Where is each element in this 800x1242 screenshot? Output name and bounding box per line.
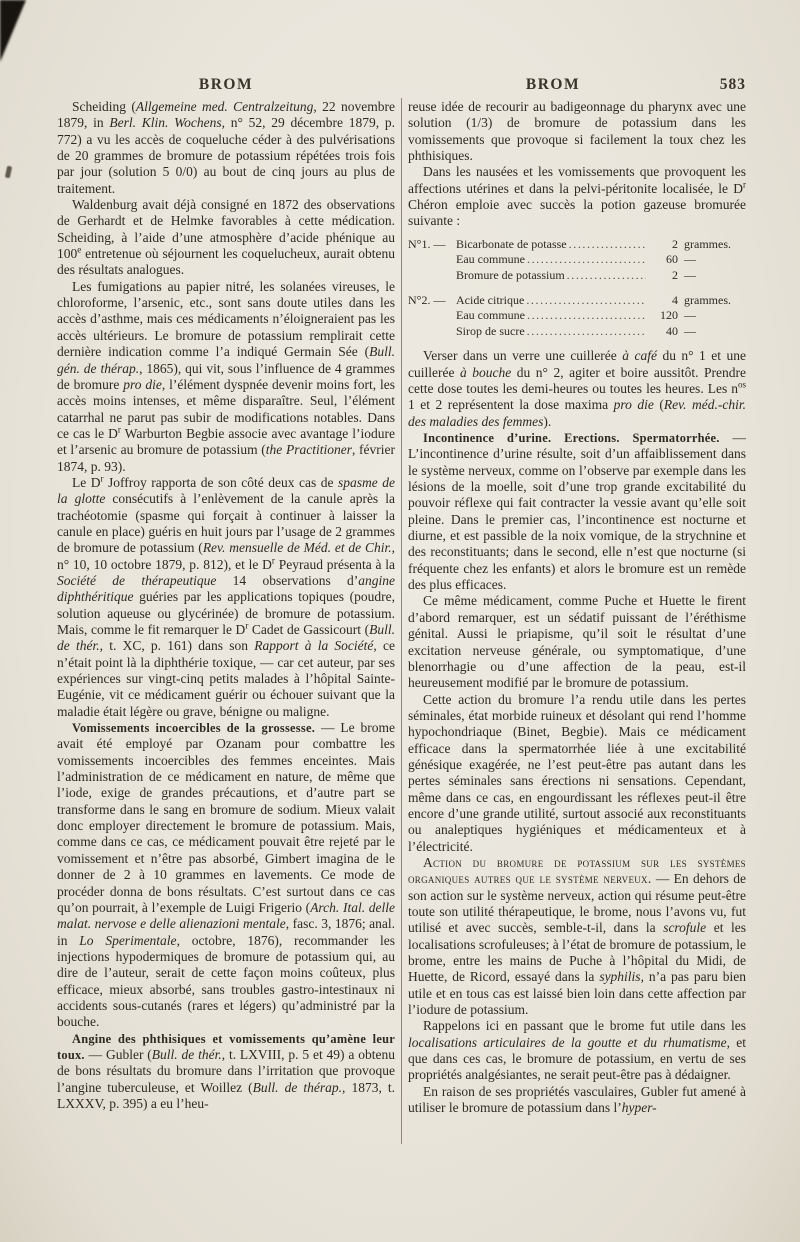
- text-segment: Waldenburg avait déjà consigné en 1872 des observations de Gerhardt et de Helmke favorables à cette médication. Scheiding, à l’aide d’une atmosphère d’acide phénique au 100: [57, 197, 395, 262]
- prescription-row: [408, 324, 746, 340]
- left-column: [57, 99, 395, 1112]
- ingredient-unit: grammes.: [684, 236, 731, 251]
- text-segment: Rev. méd.-chir. des maladies des femmes: [408, 397, 747, 429]
- paragraph: [57, 1031, 395, 1113]
- paragraph: [57, 279, 395, 475]
- text-segment: guéries par les applications topiques (poudre, solution aqueuse ou glycérinée) de bromure de potassium. Mais, comme le fit remarquer le D: [57, 589, 395, 637]
- text-segment: entretenue où séjournent les coquelucheux, aurait obtenu des résultats analogues.: [57, 246, 395, 278]
- prescription-formula: [408, 293, 746, 340]
- text-segment: Joffroy rapporta de son côté deux cas de: [103, 474, 338, 490]
- text-segment: , n’a pas paru bien utile et en tous cas est laissé bien loin dans cette affection par l’iodure de potassium.: [408, 969, 746, 1018]
- text-segment: Berl. Klin. Wochens: [109, 115, 222, 131]
- prescription-row: [408, 252, 746, 268]
- scan-edge-speck: [5, 166, 12, 179]
- formula-number: N°1. —: [408, 236, 446, 251]
- formula-number: [408, 308, 456, 324]
- text-segment: — En dehors de son action sur le système nerveux, action qui résume peut-être toute son utilité thérapeutique, le brome, nous l’avons vu, fut utilisé et avec succès, semble-t-il, dans la: [408, 871, 746, 936]
- text-segment: e: [77, 244, 82, 255]
- text-segment: , 1873, t. LXXXV, p. 395) a eu l’heu-: [57, 1079, 395, 1111]
- text-segment: Arch. Ital. delle malat. nervose e delle alienazioni mentale: [57, 899, 395, 932]
- text-segment: du n° 1 et une cuillerée: [408, 348, 746, 380]
- text-segment: , l’élément dyspnée devenir moins fort, les accès moins intenses, et même disparaître. Seul, l’élément catarrhal ne parut pas subir de modifications notables. Dans ce cas le D: [57, 376, 395, 441]
- run-in-heading: Vomissements incoercibles de la grossesse.: [72, 721, 316, 736]
- dot-leader: [526, 293, 646, 309]
- text-segment: Warburton Begbie associe avec avantage l’iodure et l’arsenic au bromure de potassium (: [57, 425, 395, 458]
- text-segment: , 1865), qui vit, sous l’influence de 4 grammes de bromure: [57, 360, 396, 392]
- ingredient-quantity: 40: [666, 323, 678, 338]
- text-segment: reuse idée de recourir au badigeonnage du pharynx avec une solution (1/3) de bromure de potassium dans les vomissements que provoque si facilement la toux chez les phthisiques.: [408, 99, 746, 164]
- text-segment: 1 et 2 représentent la dose maxima: [408, 397, 614, 413]
- paragraph: [408, 99, 746, 164]
- ingredient-unit: grammes.: [684, 292, 731, 307]
- text-segment: angine diphthéritique: [57, 572, 395, 605]
- text-segment: , fasc. 3, 1876; anal. in: [57, 916, 395, 948]
- text-segment: Rev. mensuelle de Méd. et de Chir.: [202, 540, 392, 556]
- text-segment: Les fumigations au papier nitré, les solanées vireuses, le chloroforme, l’arsenic, etc., sont sans doute utiles dans les accès d’asthme, mais ces médicaments n’éloigneraient pas les accès ultérieurs. Le bromure de potassium remplirait cette dernière indication comme l’a indiqué Germain Sée (: [57, 278, 395, 360]
- paragraph: [408, 1018, 746, 1083]
- text-segment: consécutifs à l’enlèvement de la canule après la trachéotomie (spasme qui forçait à continuer à laisser la canule en place) guéris en huit jours par l’usage de 2 grammes de bromure de potassium (: [57, 491, 395, 556]
- paragraph: [57, 720, 395, 1031]
- ingredient-unit: —: [684, 267, 696, 282]
- ingredient-quantity: 120: [660, 308, 678, 323]
- text-segment: à bouche: [459, 364, 512, 380]
- prescription-row: [408, 293, 746, 309]
- right-column: [408, 99, 746, 1116]
- text-segment: , octobre, 1876), recommander les injections hypodermiques de bromure de potassium qui, au dire de l’auteur, serait de cette façon moins coûteux, plus efficace, mieux absorbé, sans troubles gastro-intestinaux ni accidents sous-cutanés (rares et légers) qu’administré par la bouche.: [57, 932, 395, 1030]
- text-segment: Lo Sperimentale: [79, 932, 177, 948]
- text-segment: Cadet de Gassicourt (: [248, 622, 370, 637]
- paragraph: [57, 197, 395, 279]
- formula-number: [408, 324, 456, 340]
- ingredient-quantity: 4: [672, 292, 678, 307]
- paragraph: [408, 855, 746, 1018]
- ingredient-quantity: 60: [666, 252, 678, 267]
- text-segment: , t. XC, p. 161) dans son: [99, 638, 255, 654]
- ingredient-unit: —: [684, 308, 696, 323]
- text-segment: Bull. de thérap.: [252, 1079, 343, 1095]
- paragraph: [408, 164, 746, 229]
- prescription-row: [408, 237, 746, 253]
- text-segment: Ce même médicament, comme Puche et Huette le firent d’abord remarquer, est un sédatif puissant de l’éréthisme génital. Aussi le priapisme, qu’il soit le résultat d’une excitation nerveuse générale, ou symptomatique, d’une blenorrhagie ou d’une affection de la peau, est-il heureusement modifié par le bromure de potassium.: [408, 593, 746, 691]
- right-column-intro: [408, 99, 746, 230]
- text-segment: Société de thérapeutique: [57, 572, 217, 588]
- column-divider-rule: [401, 98, 402, 1144]
- page-number: 583: [719, 76, 746, 93]
- text-segment: scrofule: [663, 920, 707, 936]
- text-segment: Cette action du bromure l’a rendu utile dans les pertes séminales, état morbide ruineux et désolant qui rend l’homme hypochondriaque (Binet, Begbie). Mais ce médicament efficace dans la spermatorrhée liée à une excitabilité génésique exagérée, ne l’est peut-être pas autant dans les pertes séminales sans érections ni sensations. Cependant, même dans ce cas, en engourdissant les réflexes peut-il être encore d’une grande utilité, surtout associé aux reconstituants ou analeptiques hygiéniques et médicamenteux et à l’électricité.: [408, 691, 746, 854]
- text-segment: (: [653, 397, 664, 413]
- running-head-right: BROM: [525, 76, 581, 93]
- prescription-formula: [408, 237, 746, 284]
- text-segment: os: [737, 379, 746, 390]
- text-segment: localisations articulaires de la goutte et du rhumatisme: [408, 1034, 727, 1050]
- ingredient-quantity: 2: [672, 267, 678, 282]
- text-segment: Le D: [72, 474, 101, 490]
- small-caps-heading: Action du bromure de potassium sur les systèmes organiques autres que le système nerveux.: [408, 854, 746, 887]
- formula-number: [408, 252, 456, 268]
- text-segment: pro die: [613, 397, 654, 413]
- paragraph: [408, 593, 746, 691]
- text-segment: hyper-: [621, 1100, 657, 1116]
- ingredient-name: Bromure de potassium: [456, 267, 565, 282]
- text-segment: r: [245, 620, 249, 631]
- ingredient-name: Bicarbonate de potasse: [456, 236, 567, 251]
- text-segment: à café: [622, 348, 657, 364]
- ingredient-name: Eau commune: [456, 252, 525, 267]
- paragraph: [408, 348, 746, 430]
- dot-leader: [527, 252, 646, 268]
- text-segment: Allgemeine med. Centralzeitung: [135, 99, 314, 114]
- text-segment: , n° 10, 10 octobre 1879, p. 812), et le D: [57, 540, 396, 572]
- text-segment: et les localisations scrofuleuses; à l’état de bromure de potassium, le brome, entre les mains de Puche à l’hôpital du Midi, de Huette, de Ricord, essayé dans la: [408, 920, 746, 985]
- ingredient-quantity: 2: [672, 236, 678, 251]
- dot-leader: [527, 324, 646, 340]
- text-segment: Dans les nausées et les vomissements que provoquent les affections utérines et dans la pelvi-péritonite localisée, le D: [408, 164, 746, 196]
- text-segment: , et que dans ces cas, le bromure de potassium, en vertu de ses propriétés analgésiantes, ne serait peut-être pas à dédaigner.: [408, 1034, 746, 1083]
- text-segment: Bull. gén. de thérap.: [57, 344, 395, 376]
- text-segment: Bull. de thér.: [57, 622, 395, 654]
- text-segment: Rappelons ici en passant que le brome fut utile dans les: [423, 1018, 746, 1034]
- run-in-heading: Angine des phthisiques et vomissements qu’amène leur toux.: [57, 1031, 395, 1062]
- paragraph: [408, 430, 746, 593]
- text-segment: — Le brome avait été employé par Ozanam pour combattre les vomissements incoercibles des femmes enceintes. Mais l’administration de ce médicament en nature, de même que l’iode, exige de grandes précautions, et d’autre part se transforme dans le sang en bromure de sodium. Mieux valait donc employer directement le bromure de potassium. Mais, comme dans ce cas, ce médicament pouvait être rejeté par le vomissement et n’être pas absorbé, Gimbert imagina de le donner de 2 à 10 grammes en lavements. Ce mode de procéder donna de bons résultats. C’est surtout dans ce cas qu’on pourrait, à l’exemple de Luigi Frigerio (: [57, 720, 395, 915]
- text-segment: Scheiding (: [72, 99, 136, 114]
- prescription-block: [408, 237, 746, 340]
- text-segment: r: [117, 424, 121, 435]
- text-segment: , 22 novembre 1879, in: [57, 99, 395, 131]
- text-segment: r: [743, 179, 746, 190]
- text-segment: Verser dans un verre une cuillerée: [423, 348, 623, 364]
- ingredient-unit: —: [684, 252, 696, 267]
- text-segment: , n° 52, 29 décembre 1879, p. 772) a vu les accès de coqueluche céder à des pulvérisations de 20 grammes de bromure de potassium répétées trois fois par jour (solution 5 0/0) au bout de cinq jours au plus de traitement.: [57, 115, 395, 196]
- run-in-heading: Incontinence d’urine. Erections. Spermatorrhée.: [423, 431, 720, 446]
- text-segment: 14 observations d’: [216, 572, 359, 588]
- text-segment: ).: [543, 413, 552, 429]
- text-segment: En raison de ses propriétés vasculaires, Gubler fut amené à utiliser le bromure de potassium dans l’: [408, 1083, 746, 1116]
- text-segment: du n° 2, agiter et boire aussitôt. Prendre cette dose toutes les demi-heures ou toutes les heures. Les n: [408, 364, 746, 396]
- text-segment: Rapport à la Société: [254, 638, 374, 654]
- text-segment: r: [271, 555, 275, 566]
- text-segment: r: [100, 473, 104, 484]
- ingredient-name: Eau commune: [456, 308, 525, 323]
- right-column-text: [408, 348, 746, 1116]
- ingredient-unit: —: [684, 323, 696, 338]
- left-column-text: [57, 99, 395, 1112]
- text-segment: — L’incontinence d’urine résulte, soit d’un affaiblissement dans le système nerveux, comme on l’observe par exemple dans les lésions de la moelle, soit d’une trop grande excitabilité du pouvoir réflexe qui fait contracter la vessie avant qu’elle soit pleine. Dans le premier cas, l’incontinence est nocturne et diurne, et est passible de la noix vomique, de la strychnine et des reconstituants; dans le second, elle n’est que nocturne (si fréquente chez les enfants) et alors le bromure est un remède des plus efficaces.: [408, 430, 746, 593]
- dot-leader: [567, 268, 646, 284]
- formula-number: [408, 268, 456, 284]
- text-segment: Peyraud présenta à la: [274, 556, 396, 572]
- paragraph: [57, 475, 395, 720]
- text-segment: spasme de la glotte: [57, 474, 395, 507]
- dot-leader: [527, 308, 646, 324]
- text-segment: , février 1874, p. 93).: [57, 442, 395, 474]
- prescription-row: [408, 268, 746, 284]
- text-segment: , t. LXVIII, p. 5 et 49) a obtenu de bons résultats du bromure dans l’irritation que provoque l’angine tuberculeuse, et Woillez (: [57, 1046, 395, 1095]
- text-segment: the Practitioner: [265, 442, 352, 458]
- paragraph: [408, 692, 746, 855]
- scan-corner-artifact: [0, 0, 26, 62]
- text-segment: , ce n’était point là la diphthérie toxique, — car cet auteur, par ses expériences sur vingt-cinq petits malades à l’hôpital Sainte-Eugénie, vit ce médicament guérir ou échouer suivant que la maladie était légère ou grave, bénigne ou maligne.: [57, 638, 396, 719]
- paragraph: [408, 1084, 746, 1117]
- formula-number: N°2. —: [408, 292, 446, 307]
- dot-leader: [569, 237, 646, 253]
- text-segment: — Gubler (: [84, 1046, 152, 1062]
- ingredient-name: Acide citrique: [456, 292, 525, 307]
- text-segment: pro die: [123, 376, 162, 392]
- ingredient-name: Sirop de sucre: [456, 323, 525, 338]
- text-segment: Bull. de thér.: [151, 1046, 222, 1062]
- prescription-row: [408, 308, 746, 324]
- text-segment: syphilis: [599, 969, 641, 985]
- running-head-left: BROM: [198, 76, 254, 93]
- text-segment: Chéron emploie avec succès la potion gazeuse bromurée suivante :: [408, 197, 746, 229]
- paragraph: [57, 99, 395, 197]
